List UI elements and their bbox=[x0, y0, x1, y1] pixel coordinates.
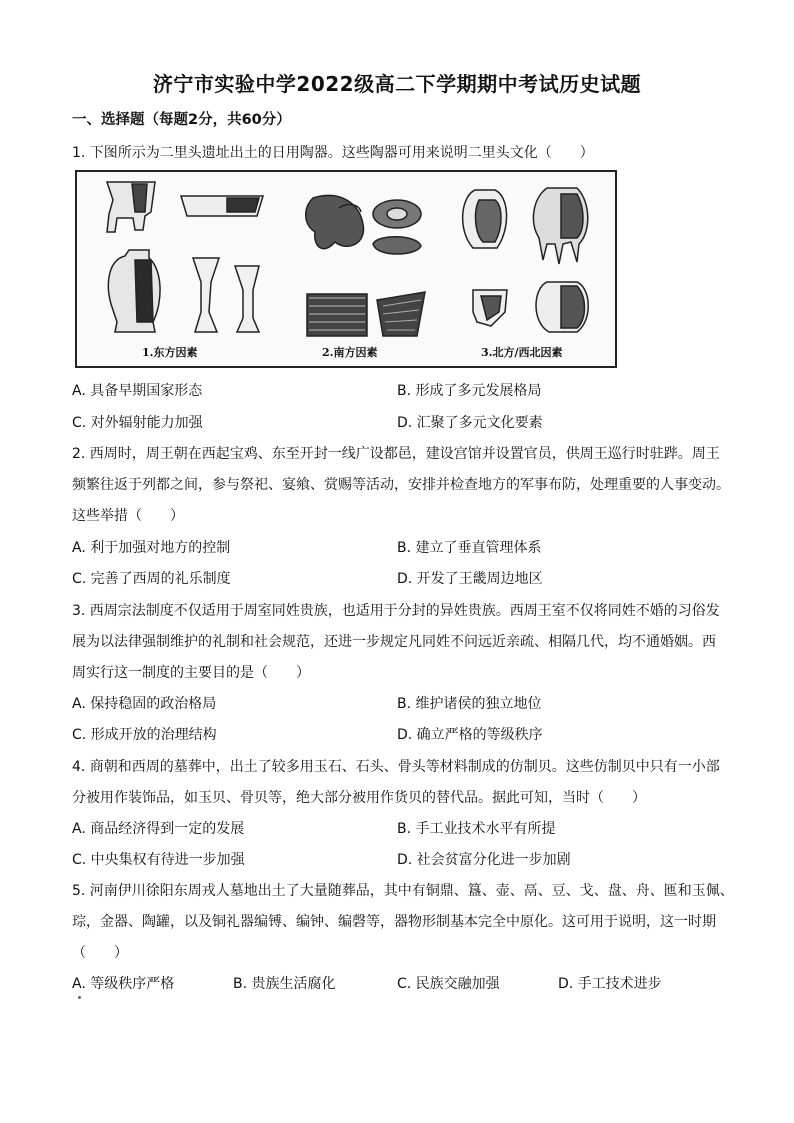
q2-stem-line-3: 这些举措（ ） bbox=[72, 508, 184, 524]
q5-stem-line-1: 5. 河南伊川徐阳东周戎人墓地出土了大量随葬品，其中有铜鼎、簋、壶、鬲、豆、戈、盘、舟、匜和玉佩、 bbox=[72, 883, 734, 899]
q1-option-b[interactable]: B. 形成了多元发展格局 bbox=[397, 383, 542, 399]
q2-option-c[interactable]: C. 完善了西周的礼乐制度 bbox=[72, 571, 231, 587]
q5-option-b[interactable]: B. 贵族生活腐化 bbox=[233, 976, 336, 992]
q5-option-c[interactable]: C. 民族交融加强 bbox=[397, 976, 500, 992]
q2-option-d[interactable]: D. 开发了王畿周边地区 bbox=[397, 571, 543, 587]
q3-stem-line-1: 3. 西周宗法制度不仅适用于周室同姓贵族，也适用于分封的异姓贵族。西周王室不仅将同姓不婚的习俗发 bbox=[72, 603, 720, 619]
northern-pottery-group bbox=[463, 188, 589, 332]
section-heading: 一、选择题（每题2分，共60分） bbox=[72, 112, 291, 128]
figure-caption-east: 1.东方因素 bbox=[142, 346, 198, 359]
q5-stem-line-3: （ ） bbox=[72, 945, 128, 961]
q3-stem-line-3: 周实行这一制度的主要目的是（ ） bbox=[72, 665, 310, 681]
q4-stem-line-2: 分被用作装饰品，如玉贝、骨贝等，绝大部分被用作货贝的替代品。据此可知，当时（ ） bbox=[72, 790, 646, 806]
q5-stem-line-2: 琮，金器、陶罐，以及铜礼器编镈、编钟、编磬等，器物形制基本完全中原化。这可用于说明，这一时期 bbox=[72, 914, 716, 930]
q1-stem: 1. 下图所示为二里头遗址出土的日用陶器。这些陶器可用来说明二里头文化（ ） bbox=[72, 145, 594, 161]
eastern-pottery-group bbox=[107, 182, 263, 332]
southern-pottery-group bbox=[306, 196, 425, 336]
q3-option-a[interactable]: A. 保持稳固的政治格局 bbox=[72, 696, 217, 712]
pottery-illustration bbox=[77, 172, 615, 366]
figure-caption-north: 3.北方/西北因素 bbox=[481, 346, 563, 359]
figure-caption-south: 2.南方因素 bbox=[322, 346, 378, 359]
page-title: 济宁市实验中学2022级高二下学期期中考试历史试题 bbox=[152, 72, 642, 96]
q5-option-d[interactable]: D. 手工技术进步 bbox=[558, 976, 662, 992]
q1-option-a[interactable]: A. 具备早期国家形态 bbox=[72, 383, 203, 399]
q1-option-d[interactable]: D. 汇聚了多元文化要素 bbox=[397, 415, 543, 431]
q4-option-c[interactable]: C. 中央集权有待进一步加强 bbox=[72, 852, 245, 868]
q4-option-d[interactable]: D. 社会贫富分化进一步加剧 bbox=[397, 852, 571, 868]
q5-option-a[interactable]: A. 等级秩序严格 bbox=[72, 976, 175, 992]
q1-option-c[interactable]: C. 对外辐射能力加强 bbox=[72, 415, 203, 431]
q3-option-d[interactable]: D. 确立严格的等级秩序 bbox=[397, 727, 543, 743]
pottery-figure bbox=[75, 170, 617, 368]
q3-stem-line-2: 展为以法律强制维护的礼制和社会规范，还进一步规定凡同姓不问远近亲疏、相隔几代，均不通婚姻。西 bbox=[72, 634, 716, 650]
q2-option-a[interactable]: A. 利于加强对地方的控制 bbox=[72, 540, 231, 556]
q4-stem-line-1: 4. 商朝和西周的墓葬中，出土了较多用玉石、石头、骨头等材料制成的仿制贝。这些仿制贝中只有一小部 bbox=[72, 759, 720, 775]
q4-option-b[interactable]: B. 手工业技术水平有所提 bbox=[397, 821, 556, 837]
q3-option-b[interactable]: B. 维护诸侯的独立地位 bbox=[397, 696, 542, 712]
q2-option-b[interactable]: B. 建立了垂直管理体系 bbox=[397, 540, 542, 556]
scan-speck bbox=[78, 996, 81, 999]
q2-stem-line-2: 频繁往返于列都之间，参与祭祀、宴飨、赏赐等活动，安排并检查地方的军事布防，处理重要的人事变动。 bbox=[72, 477, 730, 493]
q4-option-a[interactable]: A. 商品经济得到一定的发展 bbox=[72, 821, 245, 837]
q2-stem-line-1: 2. 西周时，周王朝在西起宝鸡、东至开封一线广设都邑，建设宫馆并设置官员，供周王巡行时驻跸。周王 bbox=[72, 446, 720, 462]
q3-option-c[interactable]: C. 形成开放的治理结构 bbox=[72, 727, 217, 743]
